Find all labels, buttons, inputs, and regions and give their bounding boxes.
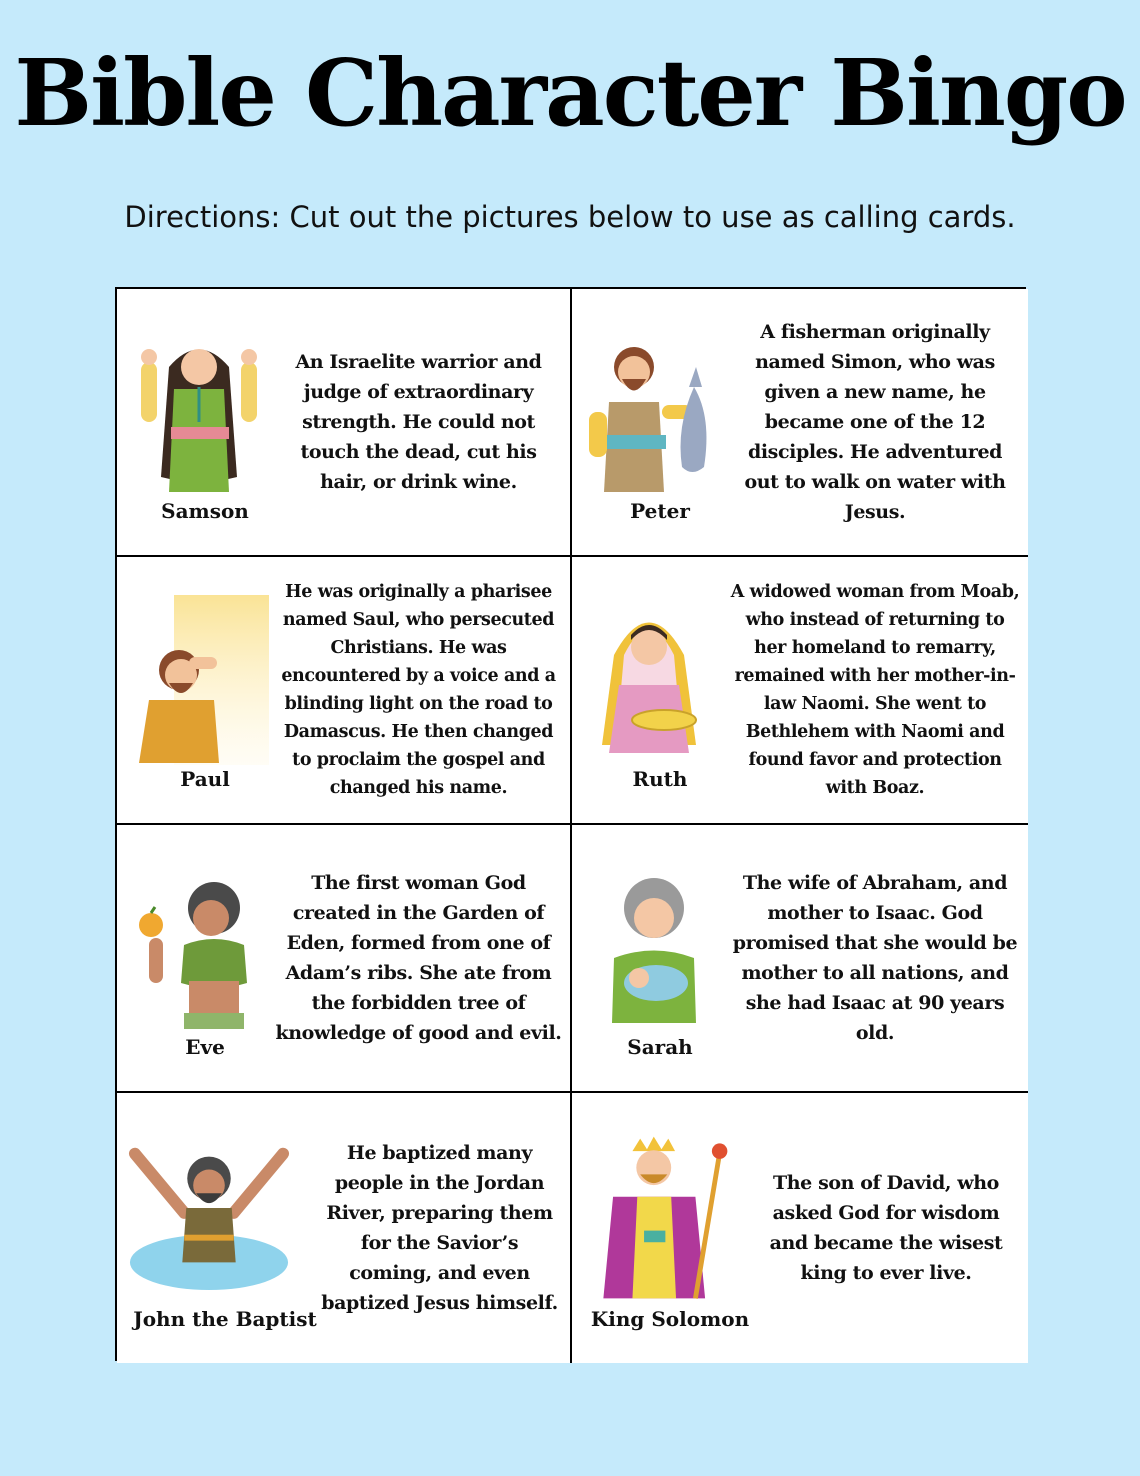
samson-illustration (129, 327, 269, 502)
card-name: John the Baptist (133, 1307, 317, 1331)
directions-text: Directions: Cut out the pictures below to use as calling cards. (124, 200, 1016, 234)
card-name: Ruth (632, 767, 688, 791)
eve-illustration (129, 863, 269, 1038)
calling-cards-grid (115, 287, 1026, 1361)
card-ruth[interactable] (572, 557, 1028, 825)
card-eve[interactable] (117, 825, 572, 1093)
card-description: He baptized many people in the Jordan River, preparing them for the Savior’s coming, and even baptized Jesus himself. (321, 1142, 558, 1314)
card-sarah[interactable] (572, 825, 1028, 1093)
card-name: Samson (161, 499, 249, 523)
card-john-the-baptist[interactable] (117, 1093, 572, 1363)
card-samson[interactable] (117, 289, 572, 557)
card-name: Eve (185, 1035, 225, 1059)
peter-illustration (584, 327, 724, 502)
card-name: Sarah (627, 1035, 693, 1059)
card-name: Paul (180, 767, 230, 791)
card-description: An Israelite warrior and judge of extraordinary strength. He could not touch the dead, cut his hair, or drink wine. (295, 351, 542, 493)
card-peter[interactable] (572, 289, 1028, 557)
card-king-solomon[interactable] (572, 1093, 1028, 1363)
sarah-illustration (584, 863, 724, 1038)
card-paul[interactable] (117, 557, 572, 825)
paul-illustration (129, 595, 269, 770)
card-description: The first woman God created in the Garden of Eden, formed from one of Adam’s ribs. She ate from the forbidden tree of knowledge of good and evil. (275, 872, 562, 1044)
card-description: The son of David, who asked God for wisdom and became the wisest king to ever live. (769, 1172, 1003, 1284)
card-name: King Solomon (590, 1307, 750, 1331)
card-name: Peter (630, 499, 690, 523)
king-solomon-illustration (584, 1131, 739, 1306)
card-description: A widowed woman from Moab, who instead of returning to her homeland to remarry, remained with her mother-in-law Naomi. She went to Bethlehem with Naomi and found favor and protection with Boaz. (730, 582, 1020, 798)
john-the-baptist-illustration (125, 1123, 293, 1298)
card-description: He was originally a pharisee named Saul, who persecuted Christians. He was encountered by a voice and a blinding light on the road to Damascus. He then changed to proclaim the gospel and changed his name. (281, 582, 556, 798)
page-title: Bible Character Bingo (14, 39, 1126, 147)
ruth-illustration (584, 595, 724, 770)
card-description: The wife of Abraham, and mother to Isaac. God promised that she would be mother to all nations, and she had Isaac at 90 years old. (732, 872, 1018, 1044)
card-description: A fisherman originally named Simon, who was given a new name, he became one of the 12 disciples. He adventured out to walk on water with Jesus. (744, 321, 1006, 523)
